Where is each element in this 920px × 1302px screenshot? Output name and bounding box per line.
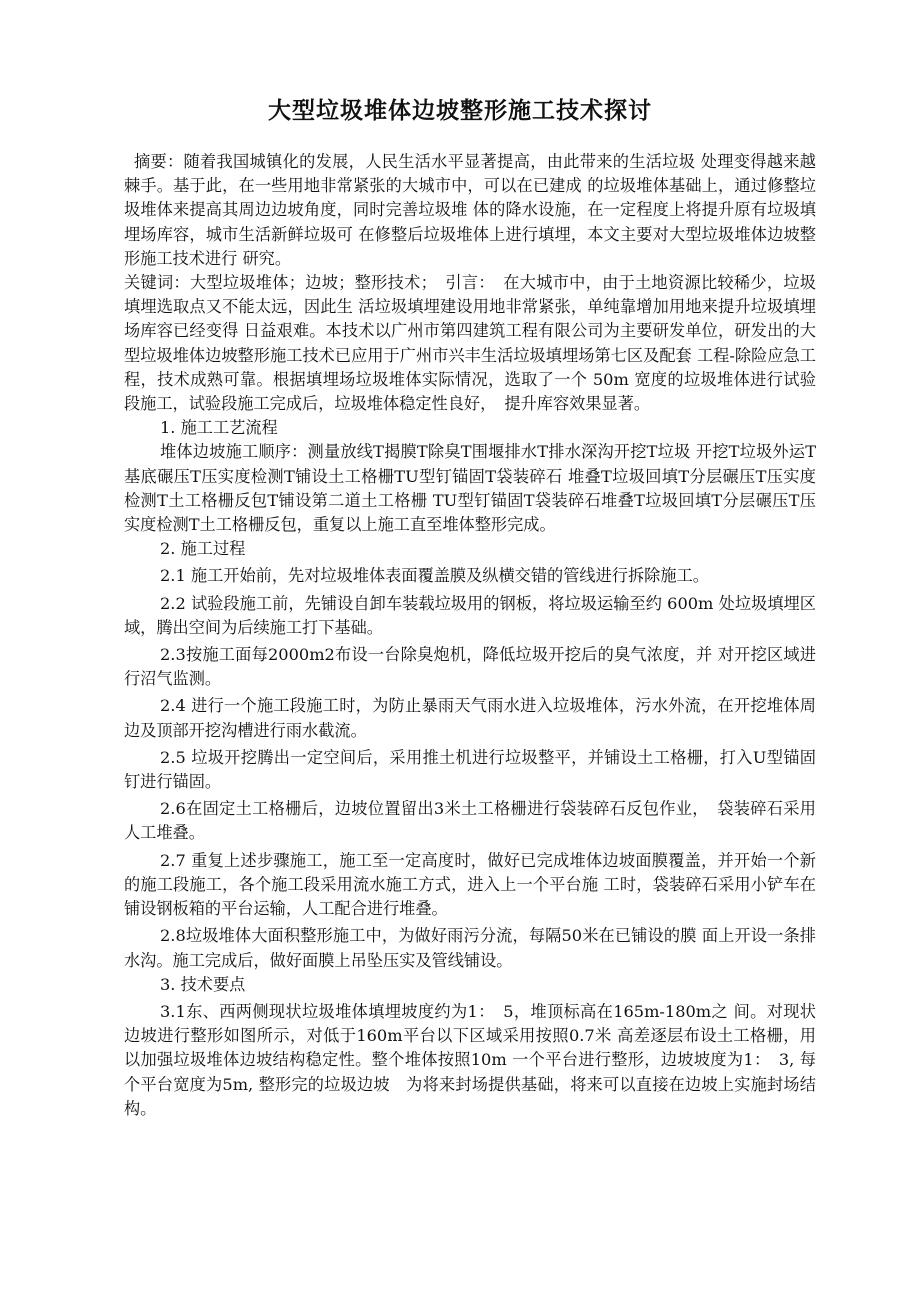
document-title: 大型垃圾堆体边坡整形施工技术探讨 [268, 98, 652, 124]
section-2-item: 2.2 试验段施工前，先铺设自卸车装载垃圾用的钢板，将垃圾运输至约 600m 处垃圾填埋区域，腾出空间为后续施工打下基础。 [124, 593, 816, 637]
section-2-item: 2.1 施工开始前，先对垃圾堆体表面覆盖膜及纵横交错的管线进行拆除施工。 [160, 566, 709, 586]
section-2-item: 2.8垃圾堆体大面积整形施工中，为做好雨污分流，每隔50米在已铺设的膜 面上开设一条排水沟。施工完成后，做好面膜上吊坠压实及管线铺设。 [124, 926, 816, 970]
section-1-paragraph: 堆体边坡施工顺序：测量放线T揭膜T除臭T围堰排水T排水深沟开挖T垃圾 开挖T垃圾外运T基底碾压T压实度检测T铺设土工格栅TU型钉锚固T袋装碎石 堆叠T垃圾回填T分层碾压T压实度检测T土工格栅反包T铺设第二道土工格栅 TU型钉锚固T袋装碎石堆叠T垃圾回填T分层碾压T压实度检测T土工格栅反包，重复以上施工直至堆体整形完成。 [124, 442, 816, 535]
section-3-heading: 3. 技术要点 [160, 974, 246, 994]
keywords-intro-paragraph: 关键词：大型垃圾堆体；边坡；整形技术； 引言： 在大城市中，由于土地资源比较稀少，垃圾填埋选取点又不能太远，因此生 活垃圾填埋建设用地非常紧张，单纯靠增加用地来提升垃圾填埋场库容已经变得 日益艰难。本技术以广州市第四建筑工程有限公司为主要研发单位，研发出的大 型垃圾堆体边坡整形施工技术已应用于广州市兴丰生活垃圾填埋场第七区及配套 工程-除险应急工程，技术成熟可靠。根据填埋场垃圾堆体实际情况，选取了一个 50m 宽度的垃圾堆体进行试验段施工，试验段施工完成后，垃圾堆体稳定性良好， 提升库容效果显著。 [124, 273, 816, 414]
section-1-heading: 1. 施工工艺流程 [160, 418, 278, 438]
section-2-heading: 2. 施工过程 [160, 539, 246, 559]
section-2-item: 2.3按施工面每2000m2布设一台除臭炮机，降低垃圾开挖后的臭气浓度，并 对开挖区域进行沼气监测。 [124, 645, 816, 689]
section-3-item: 3.1东、西两侧现状垃圾堆体填埋坡度约为1： 5，堆顶标高在165m-180m之 间。对现状边坡进行整形如图所示，对低于160m平台以下区域采用按照0.7米 高差逐层布设土工格栅，用以加强垃圾堆体边坡结构稳定性。整个堆体按照10m 一个平台进行整形，边坡坡度为1： 3, 每个平台宽度为5m, 整形完的垃圾边坡 为将来封场提供基础，将来可以直接在边坡上实施封场结构。 [124, 1001, 816, 1118]
document-body [124, 150, 816, 1121]
section-2-item: 2.6在固定土工格栅后，边坡位置留出3米土工格栅进行袋装碎石反包作业， 袋装碎石采用人工堆叠。 [124, 799, 816, 843]
section-2-item: 2.7 重复上述步骤施工，施工至一定高度时，做好已完成堆体边坡面膜覆盖，并开始一个新的施工段施工，各个施工段采用流水施工方式，进入上一个平台施 工时，袋装碎石采用小铲车在铺设钢板箱的平台运输，人工配合进行堆叠。 [124, 850, 816, 919]
section-2-item: 2.5 垃圾开挖腾出一定空间后，采用推土机进行垃圾整平，并铺设土工格栅，打入U型锚固钉进行锚固。 [124, 747, 816, 792]
section-2-item: 2.4 进行一个施工段施工时，为防止暴雨天气雨水进入垃圾堆体，污水外流，在开挖堆体周边及顶部开挖沟槽进行雨水截流。 [124, 696, 816, 740]
abstract-paragraph: 摘要：随着我国城镇化的发展，人民生活水平显著提高，由此带来的生活垃圾 处理变得越来越棘手。基于此，在一些用地非常紧张的大城市中，可以在已建成 的垃圾堆体基础上，通过修整垃圾堆体来提高其周边边坡角度，同时完善垃圾堆 体的降水设施，在一定程度上将提升原有垃圾填埋场库容，城市生活新鲜垃圾可 在修整后垃圾堆体上进行填埋，本文主要对大型垃圾堆体边坡整形施工技术进行 研究。 [124, 152, 816, 268]
